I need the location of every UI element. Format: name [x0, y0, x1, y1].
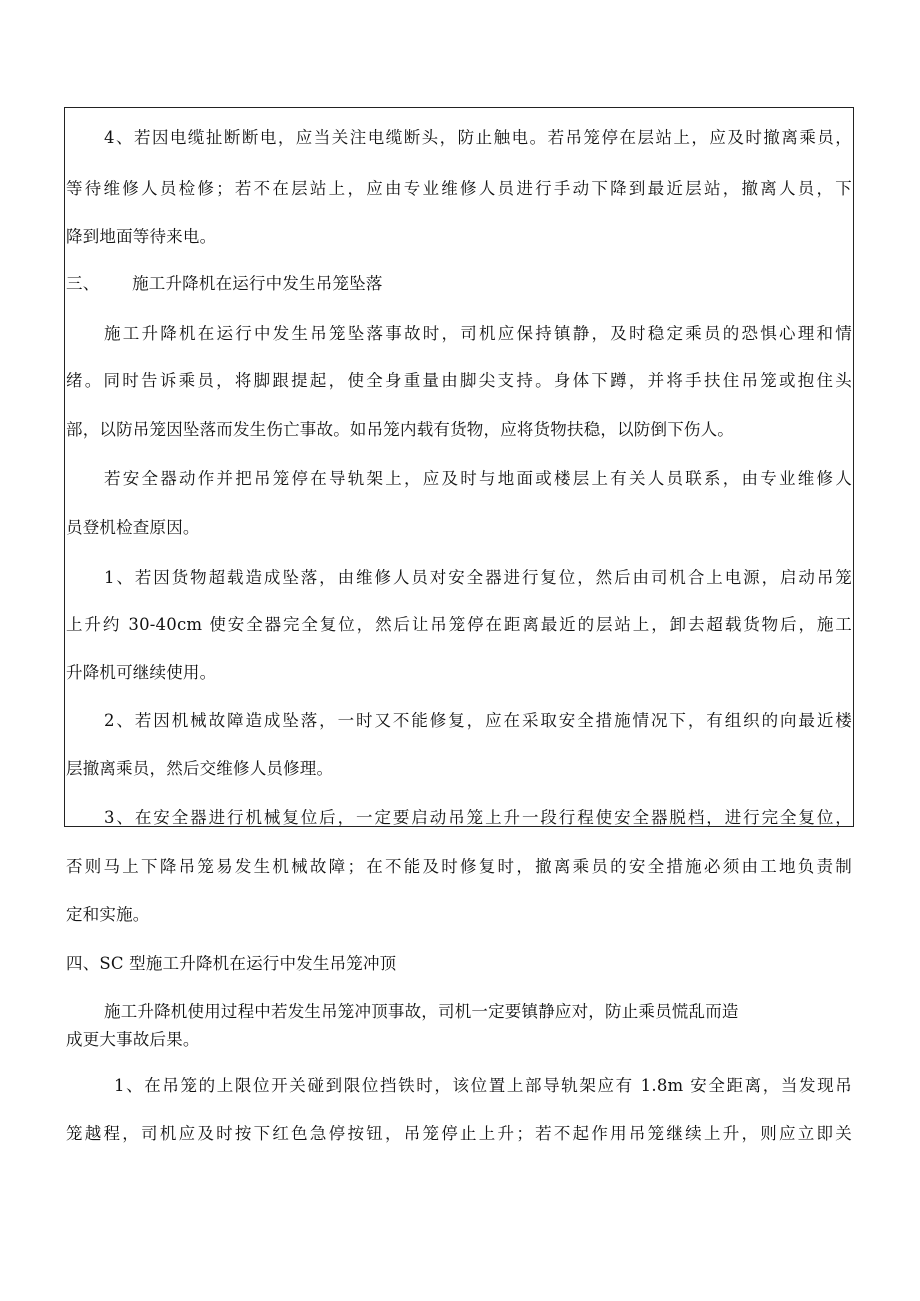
text-line: 等待维修人员检修；若不在层站上，应由专业维修人员进行手动下降到最近层站，撤离人员，下: [66, 179, 852, 198]
text-line: 笼越程，司机应及时按下红色急停按钮，吊笼停止上升；若不起作用吊笼继续上升，则应立即关: [66, 1124, 852, 1143]
text-line: 若安全器动作并把吊笼停在导轨架上，应及时与地面或楼层上有关人员联系，由专业维修人: [104, 469, 852, 488]
text-line: 1、在吊笼的上限位开关碰到限位挡铁时，该位置上部导轨架应有 1.8m 安全距离，当发现吊: [114, 1076, 852, 1095]
text-line: 施工升降机在运行中发生吊笼坠落事故时，司机应保持镇静，及时稳定乘员的恐惧心理和情: [104, 324, 852, 343]
text-line: 绪。同时告诉乘员，将脚跟提起，使全身重量由脚尖支持。身体下蹲，并将手扶住吊笼或抱住头: [66, 371, 852, 390]
text-line: 施工升降机使用过程中若发生吊笼冲顶事故，司机一定要镇静应对，防止乘员慌乱而造: [104, 1002, 739, 1021]
text-line: 4、若因电缆扯断断电，应当关注电缆断头，防止触电。若吊笼停在层站上，应及时撤离乘员，: [104, 128, 852, 147]
text-line: 2、若因机械故障造成坠落，一时又不能修复，应在采取安全措施情况下，有组织的向最近楼: [104, 711, 852, 730]
text-line: 层撤离乘员，然后交维修人员修理。: [66, 759, 334, 778]
text-line: 3、在安全器进行机械复位后，一定要启动吊笼上升一段行程使安全器脱档，进行完全复位，: [104, 808, 852, 827]
text-line: 定和实施。: [66, 905, 150, 924]
text-line: 1、若因货物超载造成坠落，由维修人员对安全器进行复位，然后由司机合上电源，启动吊笼: [104, 568, 852, 587]
text-line: 部，以防吊笼因坠落而发生伤亡事故。如吊笼内载有货物，应将货物扶稳，以防倒下伤人。: [66, 420, 734, 439]
text-line: 升降机可继续使用。: [66, 663, 217, 682]
section-heading: 四、SC 型施工升降机在运行中发生吊笼冲顶: [66, 954, 397, 973]
text-line: 上升约 30-40cm 使安全器完全复位，然后让吊笼停在距离最近的层站上，卸去超载货物后，施工: [66, 615, 852, 634]
text-line: 员登机检查原因。: [66, 518, 200, 537]
text-line: 成更大事故后果。: [66, 1030, 200, 1049]
section-heading: 三、 施工升降机在运行中发生吊笼坠落: [66, 274, 383, 293]
text-line: 降到地面等待来电。: [66, 227, 217, 246]
text-line: 否则马上下降吊笼易发生机械故障；在不能及时修复时，撤离乘员的安全措施必须由工地负责制: [66, 857, 852, 876]
